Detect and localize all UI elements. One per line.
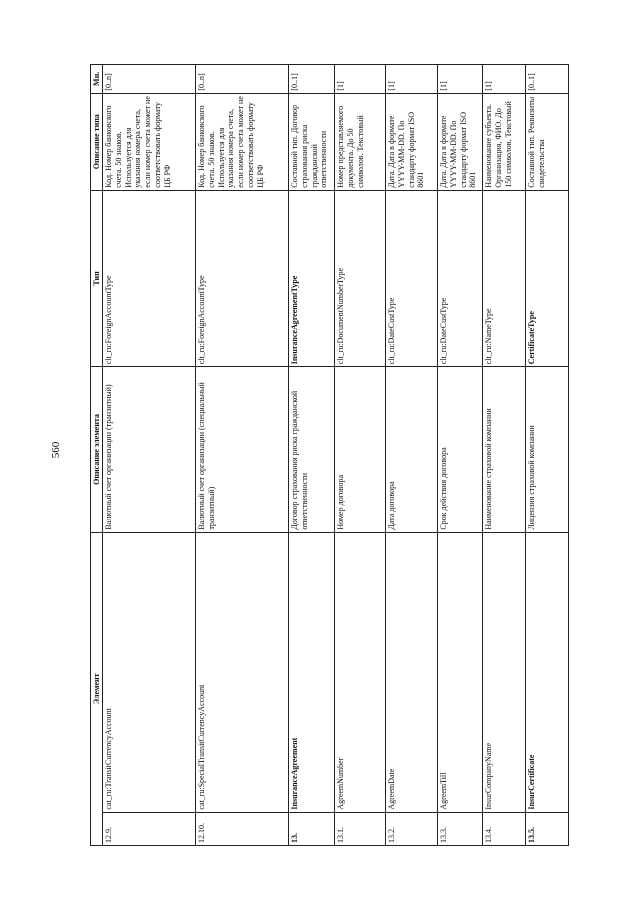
table-row	[289, 65, 335, 846]
header-multiplicity: Мн.	[91, 65, 103, 94]
row-number: 12.9.	[103, 812, 196, 845]
multiplicity: [0..1]	[289, 65, 335, 94]
multiplicity: [0..n]	[103, 65, 196, 94]
element-description: Лицензия страховой компании	[526, 367, 569, 532]
element-description: Срок действия договора	[438, 367, 483, 532]
element-description: Номер договора	[335, 367, 386, 532]
header-element: Элемент	[91, 532, 103, 845]
row-number: 12.10.	[196, 812, 289, 845]
schema-table	[90, 64, 569, 846]
type-name: clt_ru:NameType	[483, 190, 526, 367]
row-number: 13.2.	[386, 812, 438, 845]
element-name: cat_ru:TransitCurrencyAccount	[103, 532, 196, 812]
row-number: 13.4.	[483, 812, 526, 845]
type-description: Дата. Дата в формате YYYY-MM-DD. По стандарту формат ISO 8601	[386, 93, 438, 190]
element-name: AgreemNumber	[335, 532, 386, 812]
multiplicity: [0..1]	[526, 65, 569, 94]
element-name: AgreemTill	[438, 532, 483, 812]
rotated-table-frame	[90, 64, 606, 846]
type-name: clt_ru:DateCustType	[438, 190, 483, 367]
multiplicity: [1]	[438, 65, 483, 94]
element-description: Наименование страховой компании	[483, 367, 526, 532]
element-name: InsurCompanyName	[483, 532, 526, 812]
type-name: CertificateType	[526, 190, 569, 367]
element-name: cat_ru:SpecialTransitCurrencyAccount	[196, 532, 289, 812]
element-name: AgreemDate	[386, 532, 438, 812]
multiplicity: [1]	[335, 65, 386, 94]
type-description: Наименование субъекта. Организация, ФИО. До 150 символов. Текстовый	[483, 93, 526, 190]
row-number: 13.5.	[526, 812, 569, 845]
header-element-description: Описание элемента	[91, 367, 103, 532]
table-row	[103, 65, 196, 846]
type-description: Код. Номер банковского счета. 50 знаков. Используется для указания номера счета, если номер счета может не соответствовать формату ЦБ РФ	[103, 93, 196, 190]
multiplicity: [1]	[386, 65, 438, 94]
landscape-page	[90, 64, 606, 846]
row-number: 13.1.	[335, 812, 386, 845]
header-type-description: Описание типа	[91, 93, 103, 190]
type-description: Номер представляемого документа. До 50 символов. Текстовый	[335, 93, 386, 190]
type-name: clt_ru:DocumentNumberType	[335, 190, 386, 367]
element-description: Дата договора	[386, 367, 438, 532]
page-number: 560	[50, 441, 62, 459]
table-row	[335, 65, 386, 846]
type-name: clt_ru:ForeignAccountType	[103, 190, 196, 367]
multiplicity: [1]	[483, 65, 526, 94]
element-description: Договор страхования риска гражданской ответственности	[289, 367, 335, 532]
element-description: Валютный счет организации (транзитный)	[103, 367, 196, 532]
table-row	[483, 65, 526, 846]
type-name: InsuranceAgreementType	[289, 190, 335, 367]
row-number: 13.3.	[438, 812, 483, 845]
header-type: Тип	[91, 190, 103, 367]
row-number: 13.	[289, 812, 335, 845]
type-description: Составной тип. Реквизиты свидетельства	[526, 93, 569, 190]
element-name: InsuranceAgreement	[289, 532, 335, 812]
table-row	[196, 65, 289, 846]
multiplicity: [0..n]	[196, 65, 289, 94]
element-name: InsurCertificate	[526, 532, 569, 812]
type-name: clt_ru:DateCustType	[386, 190, 438, 367]
table-row	[386, 65, 438, 846]
table-row	[438, 65, 483, 846]
type-description: Дата. Дата в формате YYYY-MM-DD. По стандарту формат ISO 8601	[438, 93, 483, 190]
type-description: Составной тип. Договор страхования риска гражданской ответственности	[289, 93, 335, 190]
element-description: Валютный счет организации (специальный транзитный)	[196, 367, 289, 532]
type-name: clt_ru:ForeignAccountType	[196, 190, 289, 367]
table-row	[526, 65, 569, 846]
type-description: Код. Номер банковского счета. 50 знаков. Используется для указания номера счета, если номер счета может не соответствовать формату ЦБ РФ	[196, 93, 289, 190]
table-header-row	[91, 65, 103, 846]
